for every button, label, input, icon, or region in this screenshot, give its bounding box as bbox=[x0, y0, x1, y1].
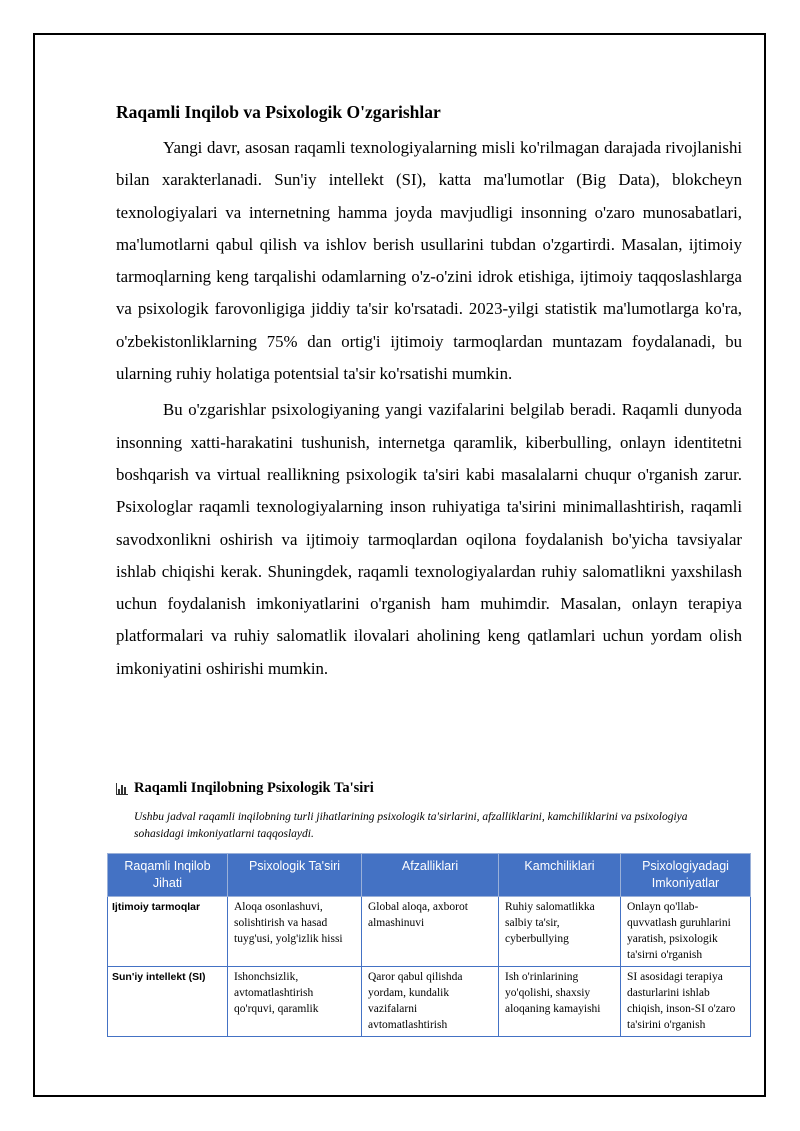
table-heading-text: Raqamli Inqilobning Psixologik Ta'siri bbox=[134, 780, 374, 796]
table-cell: SI asosidagi terapiya dasturlarini ishlab chiqish, inson-SI o'zaro ta'sirini o'rganish bbox=[621, 967, 751, 1037]
column-header: Psixologiyadagi Imkoniyatlar bbox=[621, 854, 751, 897]
document-body bbox=[116, 100, 742, 689]
table-cell: Ijtimoiy tarmoqlar bbox=[108, 897, 228, 967]
table-row bbox=[108, 967, 751, 1037]
comparison-table bbox=[107, 853, 751, 1037]
table-row bbox=[108, 897, 751, 967]
paragraph-2: Bu o'zgarishlar psixologiyaning yangi vazifalarini belgilab beradi. Raqamli dunyoda insonning xatti-harakatini tushunish, internetga qaramlik, kiberbulling, onlayn identitetni boshqarish va virtual reallikning psixologik ta'siri kabi masalalarni chuqur o'rganish zarur. Psixologlar raqamli texnologiyalarning inson ruhiyatiga ta'sirini minimallashtirish, raqamli savodxonlikni oshirish va ijtimoiy tarmoqlardan oqilona foydalanish bo'yicha tavsiyalar ishlab chiqishi kerak. Shuningdek, raqamli texnologiyalardan ruhiy salomatlikni yaxshilash uchun foydalanish imkoniyatlarini o'rganish ham muhimdir. Masalan, onlayn terapiya platformalari va ruhiy salomatlik ilovalari aholining keng qatlamlari uchun yordam olish imkoniyatini oshirishi mumkin. bbox=[116, 400, 742, 678]
column-header: Psixologik Ta'siri bbox=[228, 854, 362, 897]
table-cell: Ishonchsizlik, avtomatlashtirish qo'rquvi, qaramlik bbox=[228, 967, 362, 1037]
table-cell: Aloqa osonlashuvi, solishtirish va hasad tuyg'usi, yolg'izlik hissi bbox=[228, 897, 362, 967]
table-cell: Ruhiy salomatlikka salbiy ta'sir, cyberbullying bbox=[499, 897, 621, 967]
column-header: Raqamli Inqilob Jihati bbox=[108, 854, 228, 897]
table-caption: Ushbu jadval raqamli inqilobning turli jihatlarining psixologik ta'sirlarini, afzalliklarini, kamchiliklarini va psixologiya sohasidagi imkoniyatlarni taqqoslaydi. bbox=[134, 811, 688, 840]
paragraph-1: Yangi davr, asosan raqamli texnologiyalarning misli ko'rilmagan darajada rivojlanishi bilan xarakterlanadi. Sun'iy intellekt (SI), katta ma'lumotlar (Big Data), blokcheyn texnologiyalari va internetning hamma joyda mavjudligi insonning o'zaro munosabatlari, ma'lumotlarni qabul qilish va ishlov berish usullarini tubdan o'zgartirdi. Masalan, ijtimoiy tarmoqlarning keng tarqalishi odamlarning o'z-o'zini idrok etishiga, ijtimoiy taqqoslashlarga va psixologik farovonligiga jiddiy ta'sir ko'rsatadi. 2023-yilgi statistik ma'lumotlarga ko'ra, o'zbekistonliklarning 75% dan ortig'i ijtimoiy tarmoqlardan muntazam foydalanadi, bu ularning ruhiy holatiga potentsial ta'sir ko'rsatishi mumkin. bbox=[116, 138, 742, 384]
table-cell: Onlayn qo'llab-quvvatlash guruhlarini yaratish, psixologik ta'sirni o'rganish bbox=[621, 897, 751, 967]
column-header: Kamchiliklari bbox=[499, 854, 621, 897]
table-section-heading bbox=[116, 780, 374, 797]
table-cell: Ish o'rinlarining yo'qolishi, shaxsiy aloqaning kamayishi bbox=[499, 967, 621, 1037]
table-cell: Qaror qabul qilishda yordam, kundalik vazifalarni avtomatlashtirish bbox=[362, 967, 499, 1037]
bar-chart-icon bbox=[116, 783, 128, 795]
column-header: Afzalliklari bbox=[362, 854, 499, 897]
document-title: Raqamli Inqilob va Psixologik O'zgarishlar bbox=[116, 102, 441, 122]
table-cell: Global aloqa, axborot almashinuvi bbox=[362, 897, 499, 967]
table-cell: Sun'iy intellekt (SI) bbox=[108, 967, 228, 1037]
table-header-row bbox=[108, 854, 751, 897]
